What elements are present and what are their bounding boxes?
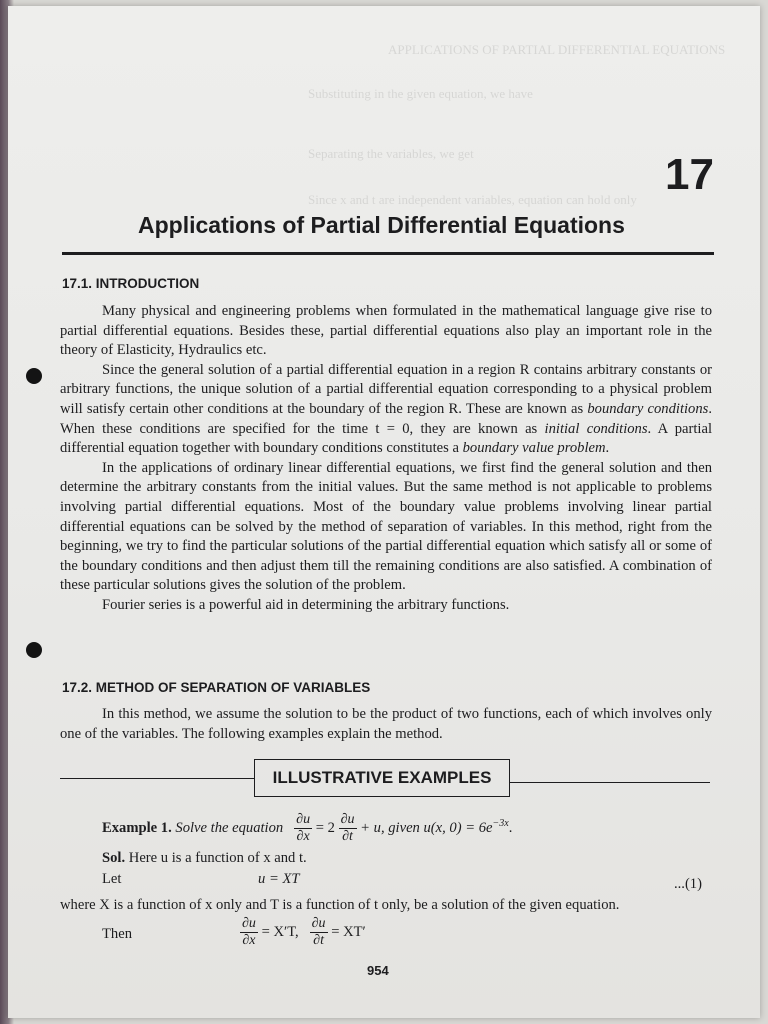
let-label: Let [102, 871, 122, 887]
separation-paragraph: In this method, we assume the solution to be the product of two functions, each of which involves only one of the variables. The following examples explain the method. [60, 706, 712, 742]
then-equations: $\frac{\partial u}{\partial x}$ = X′T, $\frac{\partial u}{\partial t}$ = XT′ [242, 916, 366, 948]
title-rule [62, 252, 714, 255]
fraction-du-dt-2: $\frac{\partial u}{\partial t}$ [311, 916, 326, 948]
intro-paragraph-1: Many physical and engineering problems when formulated in the mathematical language give rise to partial differential equations. Besides these, partial differential equations also play an important role in the theory of Elasticity, Hydraulics etc. [60, 303, 712, 359]
chapter-title: Applications of Partial Differential Equations [138, 212, 625, 238]
equation-number: ...(1) [674, 876, 702, 892]
intro-paragraph-2: Since the general solution of a partial differential equation in a region R contains arbitrary constants or arbitrary functions, the unique solution of a partial differential equation corresponding to a physical problem will satisfy certain other conditions at the boundary of the region R. These are known as boundary conditions. When these conditions are specified for the time t = 0, they are known as initial conditions. A partial differential equation together with boundary conditions constitutes a boundary value problem. [60, 361, 712, 457]
binder-hole-bottom [26, 642, 42, 658]
let-equation: u = XT [258, 871, 300, 887]
fraction-du-dt: $\frac{\partial u}{\partial t}$ [340, 812, 355, 844]
illustrative-examples-box: ILLUSTRATIVE EXAMPLES [254, 759, 510, 797]
fraction-du-dx-2: $\frac{\partial u}{\partial x}$ [242, 916, 256, 948]
example-1-statement: Example 1. Solve the equation $\frac{\partial u}{\partial x}$ = 2 $\frac{\partial u}{\partial t}$ + u, given u(x, $0) = 6e^{-3x}$. [102, 812, 513, 844]
intro-paragraph-3: In the applications of ordinary linear differential equations, we first find the general solution and then determine the arbitrary constants from the initial values. But the same method is not applicable to problems involving partial differential equations. Most of the boundary value problems involving linear partial differential equations can be solved by the method of separation of variables. In this method, right from the beginning, we try to find the particular solutions of the partial differential equation which satisfy all or some of the boundary conditions and then adjust them till the remaining conditions are also satisfied. A combination of these particular solutions gives the solution of the problem. [60, 459, 712, 594]
solution-intro: Sol. Here u is a function of x and t. [102, 850, 307, 866]
section-heading-introduction: 17.1. INTRODUCTION [62, 276, 200, 291]
examples-rule-left [60, 778, 254, 779]
intro-paragraph-4: Fourier series is a powerful aid in determining the arbitrary functions. [102, 596, 510, 613]
chapter-number: 17 [665, 150, 714, 199]
where-text: where X is a function of x only and T is a function of t only, be a solution of the given equation. [60, 897, 620, 913]
section-heading-separation: 17.2. METHOD OF SEPARATION OF VARIABLES [62, 680, 371, 695]
page-number: 954 [367, 963, 389, 978]
binder-hole-top [26, 368, 42, 384]
separation-body [60, 705, 712, 744]
examples-rule-right [510, 782, 710, 783]
book-page: APPLICATIONS OF PARTIAL DIFFERENTIAL EQUATIONS Substituting in the given equation, we have Separating the variables, we get Since x and t are independent variables, equation can hold only [8, 6, 760, 1018]
then-label: Then [102, 926, 132, 942]
fraction-du-dx: $\frac{\partial u}{\partial x}$ [296, 812, 311, 844]
introduction-body [60, 302, 712, 616]
